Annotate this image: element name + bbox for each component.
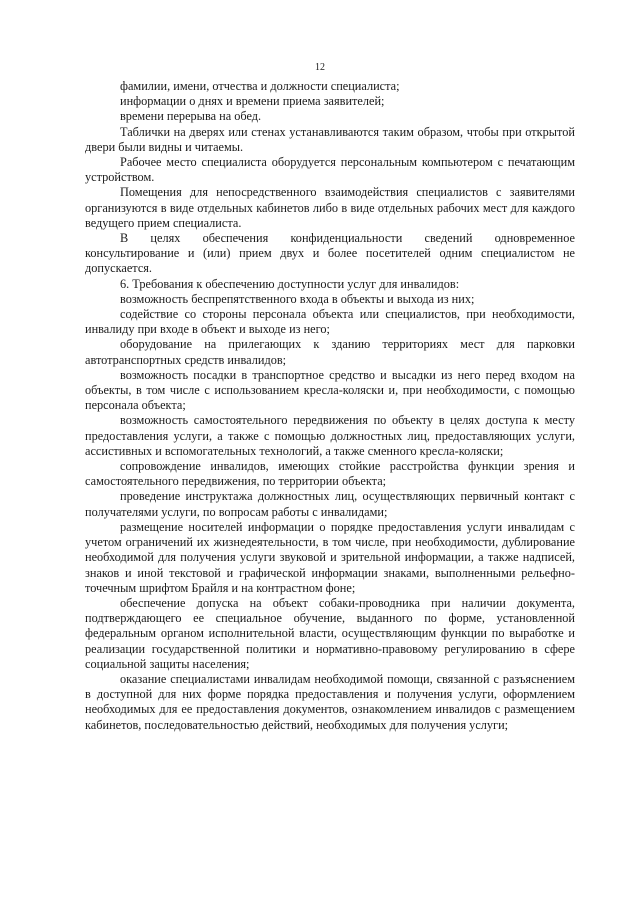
paragraph: сопровождение инвалидов, имеющих стойкие расстройства функции зрения и самостоятельного передвижения, по территории объекта; [85,459,575,489]
paragraph: Помещения для непосредственного взаимодействия специалистов с заявителями организуются в виде отдельных кабинетов либо в виде отдельных рабочих мест для каждого ведущего прием специалиста. [85,185,575,230]
paragraph: В целях обеспечения конфиденциальности сведений одновременное консультирование и (или) прием двух и более посетителей одним специалистом не допускается. [85,231,575,276]
paragraph: проведение инструктажа должностных лиц, осуществляющих первичный контакт с получателями услуги, по вопросам работы с инвалидами; [85,489,575,519]
paragraph: размещение носителей информации о порядке предоставления услуги инвалидам с учетом ограничений их жизнедеятельности, в том числе, при необходимости, дублирование необходимой для получения услуги звуковой и зрительной информации, а также надписей, знаков и иной текстовой и графической информации знаками, выполненными рельефно-точечным шрифтом Брайля и на контрастном фоне; [85,519,575,595]
paragraph: обеспечение допуска на объект собаки-проводника при наличии документа, подтверждающего ее специальное обучение, выданного по форме, установленной федеральным органом исполнительной власти, осуществляющим функции по выработке и реализации государственной политики и нормативно-правовому регулированию в сфере социальной защиты населения; [85,595,575,671]
document-body [85,79,575,733]
paragraph: Рабочее место специалиста оборудуется персональным компьютером с печатающим устройством. [85,155,575,185]
page-number: 12 [315,62,325,73]
paragraph: оборудование на прилегающих к зданию территориях мест для парковки автотранспортных средств инвалидов; [85,337,575,367]
paragraph: возможность самостоятельного передвижения по объекту в целях доступа к месту предоставления услуги, а также с помощью должностных лиц, предоставляющих услуги, ассистивных и вспомогательных технологий, а также сменного кресла-коляски; [85,413,575,458]
paragraph: Таблички на дверях или стенах устанавливаются таким образом, чтобы при открытой двери были видны и читаемы. [85,124,575,154]
paragraph: содействие со стороны персонала объекта или специалистов, при необходимости, инвалиду при входе в объект и выходе из него; [85,307,575,337]
paragraph: фамилии, имени, отчества и должности специалиста; [120,79,400,93]
paragraph: возможность беспрепятственного входа в объекты и выхода из них; [120,291,475,306]
paragraph: оказание специалистами инвалидам необходимой помощи, связанной с разъяснением в доступной для них форме порядка предоставления и получения услуги, оформлением необходимых для ее предоставления документов, ознакомлением инвалидов с размещением кабинетов, последовательностью действий, необходимых для получения услуги; [85,671,575,732]
paragraph: возможность посадки в транспортное средство и высадки из него перед входом на объекты, в том числе с использованием кресла-коляски и, при необходимости, с помощью персонала объекта; [85,367,575,413]
paragraph: времени перерыва на обед. [120,109,262,124]
paragraph: информации о днях и времени приема заявителей; [120,94,385,109]
section-heading: 6. Требования к обеспечению доступности услуг для инвалидов: [120,276,460,291]
